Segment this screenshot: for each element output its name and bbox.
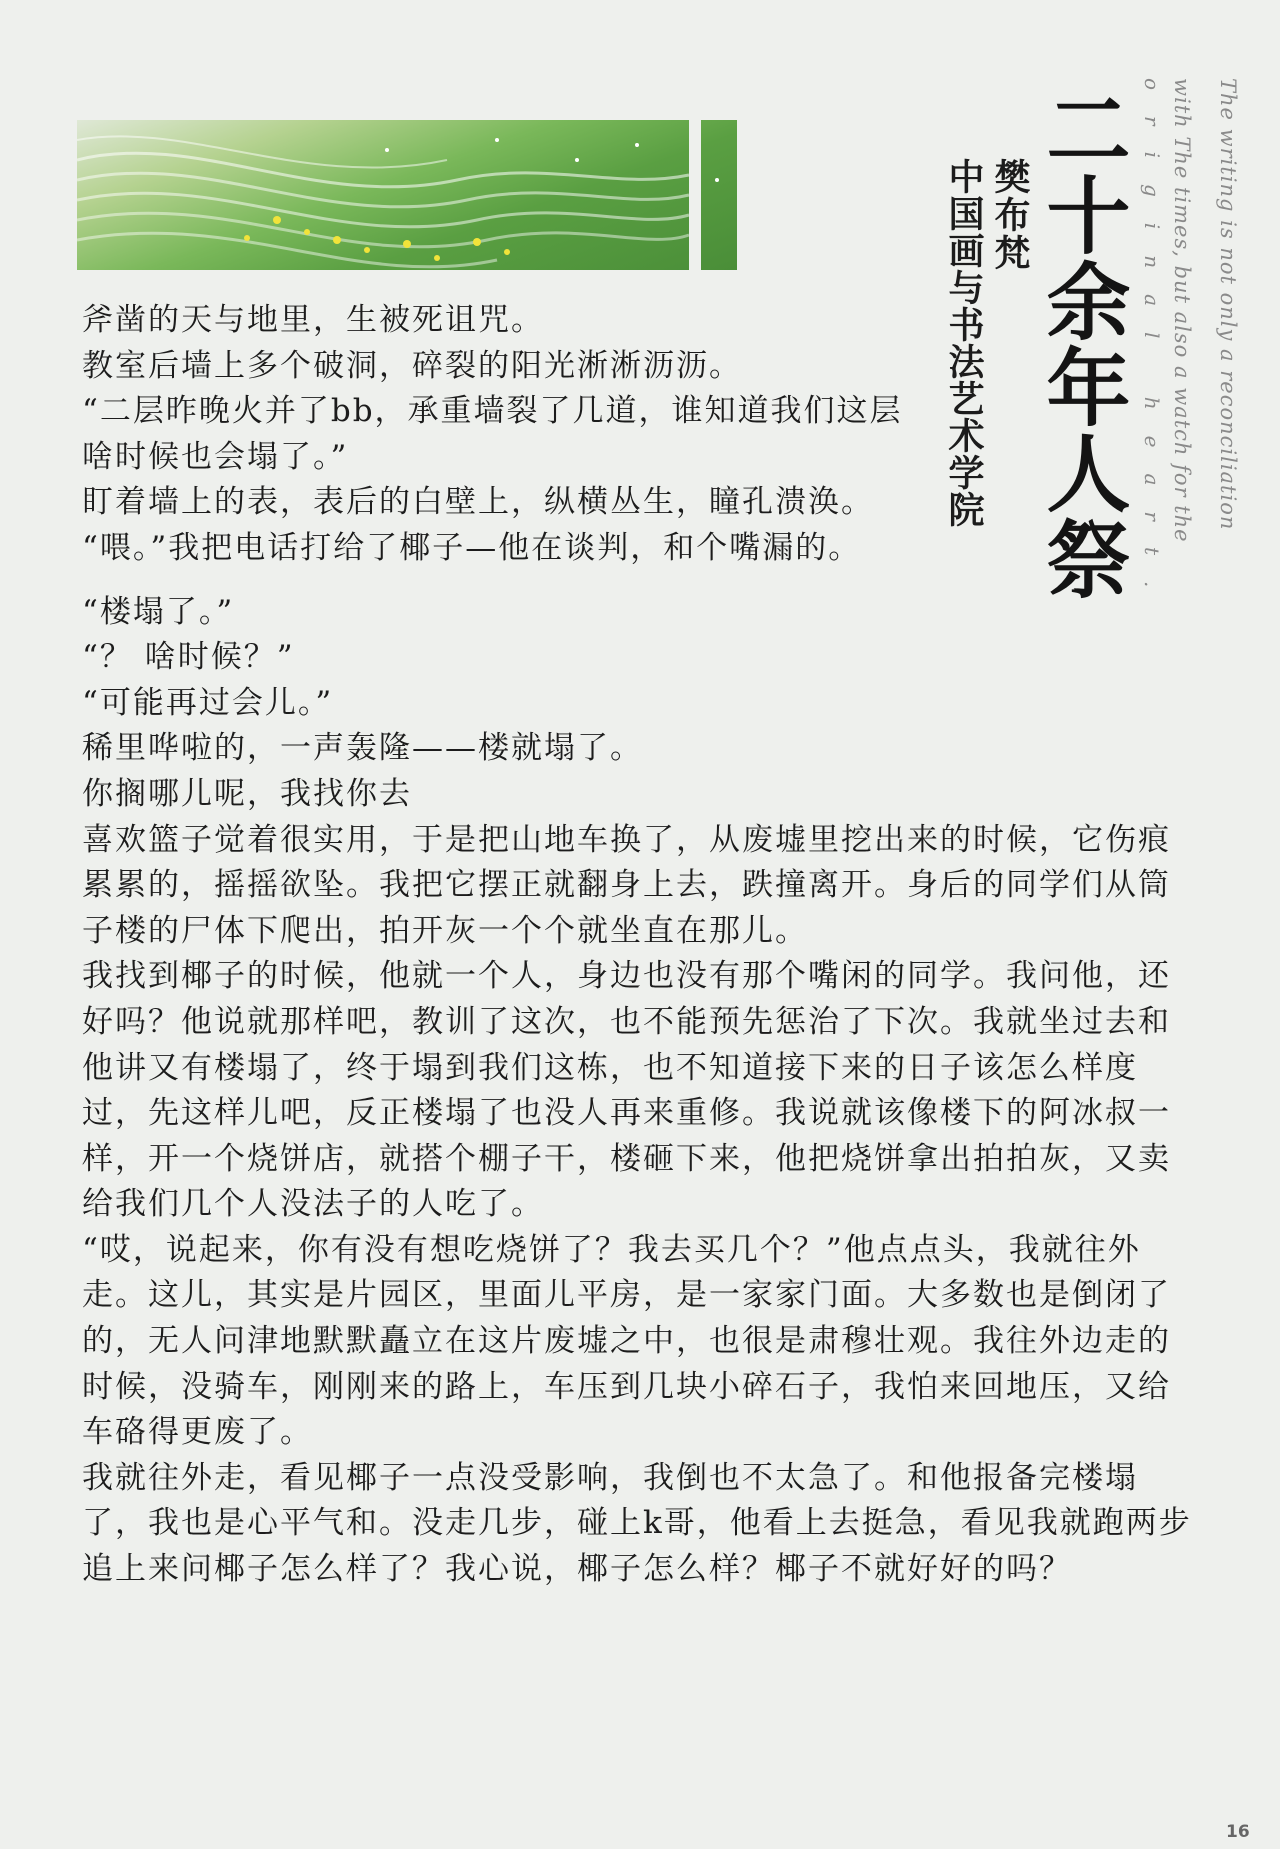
header-illustration	[77, 120, 737, 270]
script-line-1: The writing is not only a reconciliation	[1216, 78, 1240, 531]
article-title: 二十余年人祭	[1033, 86, 1132, 602]
paragraph: “二层昨晚火并了bb，承重墙裂了几道，谁知道我们这层啥时候也会塌了。”	[82, 393, 903, 475]
paragraph: 你搁哪儿呢，我找你去	[82, 775, 412, 812]
page-number: 16	[1226, 1822, 1250, 1842]
paragraph: “喂。”我把电话打给了椰子—他在谈判，和个嘴漏的。	[82, 529, 862, 566]
paragraph: 我就往外走，看见椰子一点没受影响，我倒也不太急了。和他报备完楼塌了，我也是心平气和。没走几步，碰上k哥，他看上去挺急，看见我就跑两步追上来问椰子怎么样了？我心说，椰子怎么样？椰子不就好好的吗？	[82, 1459, 1192, 1588]
paragraph: 教室后墙上多个破洞，碎裂的阳光淅淅沥沥。	[82, 347, 742, 384]
paragraph: 斧凿的天与地里，生被死诅咒。	[82, 302, 544, 338]
script-line-2: with The times, but also a watch for the	[1170, 78, 1194, 543]
article-body	[82, 298, 1202, 1593]
author-name: 樊布梵	[989, 158, 1031, 272]
paragraph-spacer	[82, 572, 1202, 590]
paragraph: “可能再过会儿。”	[82, 684, 334, 721]
paragraph: “哎，说起来，你有没有想吃烧饼了？我去买几个？”他点点头，我就往外走。这儿，其实是片园区，里面儿平房，是一家家门面。大多数也是倒闭了的，无人问津地默默矗立在这片废墟之中，也很是肃穆壮观。我往外边走的时候，没骑车，刚刚来的路上，车压到几块小碎石子，我怕来回地压，又给车硌得更废了。	[82, 1231, 1171, 1451]
paragraph: “楼塌了。”	[82, 593, 235, 630]
script-line-3: original heart.	[1140, 78, 1164, 614]
paragraph: 盯着墙上的表，表后的白壁上，纵横丛生，瞳孔溃涣。	[82, 484, 874, 521]
paragraph: 喜欢篮子觉着很实用，于是把山地车换了，从废墟里挖出来的时候，它伤痕累累的，摇摇欲坠。我把它摆正就翻身上去，跌撞离开。身后的同学们从筒子楼的尸体下爬出，拍开灰一个个就坐直在那儿。	[82, 821, 1171, 949]
author-affiliation: 中国画与书法艺术学院	[943, 158, 985, 528]
paragraph: 我找到椰子的时候，他就一个人，身边也没有那个嘴闲的同学。我问他，还好吗？他说就那样吧，教训了这次，也不能预先惩治了下次。我就坐过去和他讲又有楼塌了，终于塌到我们这栋，也不知道接下来的日子该怎么样度过，先这样儿吧，反正楼塌了也没人再来重修。我说就该像楼下的阿冰叔一样，开一个烧饼店，就搭个棚子干，楼砸下来，他把烧饼拿出拍拍灰，又卖给我们几个人没法子的人吃了。	[82, 958, 1171, 1223]
paragraph: “？ 啥时候？”	[82, 639, 295, 676]
wave-pattern	[77, 120, 737, 270]
paragraph: 稀里哗啦的，一声轰隆——楼就塌了。	[82, 730, 643, 767]
banner-divider	[689, 120, 701, 270]
